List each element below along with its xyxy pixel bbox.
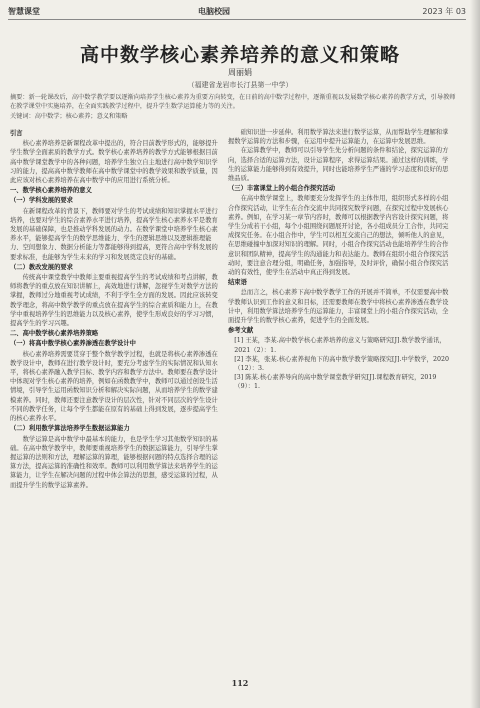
article-title: 高中数学核心素养培养的意义和策略 [79,44,400,66]
reference-item: [2] 李某，张某.核心素养视角下的高中数学教学策略探究[J].中学数学，2020（12）：3. [234,355,449,373]
abstract: 摘要：新一轮课改后，高中数学教学要以逐渐向培养学生核心素养为重要方向转变，在日前的高中数学过程中，逐渐重视以发展数学核心素养的教学方式，引导教师在教学课堂中实施培养，在全面实践教学过程中，提升学生数学运算能力等的关注。 [10,94,456,110]
section-heading: （二）教改发展的要求 [10,263,73,271]
body-paragraph: 总而言之，核心素养下高中数学教学工作的开展并不简单，不仅需要高中数学教师认识到工作的意义和目标，还需要教师在教学中将核心素养渗透在教学设计中，利用数学算法培养学生的运算能力，丰富课堂上的小组合作探究活动，全面提升学生的数学核心素养，促进学生的全面发展。 [228,289,449,325]
body-paragraph: 在高中数学课堂上，教师要充分发挥学生的主体作用，组织形式多样的小组合作探究活动，让学生在合作交流中共同探究数学问题，在探究过程中发展核心素养。例如，在学习某一章节内容时，教师可以根据教学内容设计探究问题，将学生分成若干小组，每个小组围绕问题展开讨论，各小组成员分工合作，共同完成探究任务。在小组合作中，学生可以相互交流自己的想法，倾听他人的意见，在思维碰撞中加深对知识的理解。同时，小组合作探究活动也能培养学生的合作意识和团队精神，提高学生的沟通能力和表达能力。教师在组织小组合作探究活动时，要注意合理分组，明确任务，加强指导，及时评价，确保小组合作探究活动的有效性，使学生在活动中真正得到发展。 [228,195,449,277]
author-affiliation: （福建省龙岩市长汀县第一中学） [187,81,293,89]
section-heading: 二、高中数学核心素养培养策略 [10,330,99,338]
body-paragraph: 数学运算是高中数学中最基本的能力，也是学生学习其他数学知识的基础。在高中数学教学中，教师要重视培养学生的数据运算能力，引导学生掌握运算的法则和方法，理解运算的算理，能够根据问题的特点选择合理的运算方法，提高运算的准确性和效率。教师可以利用数学算法来培养学生的运算能力，让学生在解决问题的过程中体会算法的思想，感受运算的过程，从而提升学生的数学运算素养。 [10,435,218,489]
left-column [10,128,218,490]
reference-item: [1] 王某，李某.高中数学核心素养培养的意义与策略研究[J].数学教学通讯，2021（2）：1. [234,337,446,354]
section-label: 智慧课堂 [8,7,40,16]
body-paragraph: 础知识进一步延伸。利用数学算法来进行数学运算，从而帮助学生理解和掌握数学运算的方法和步骤，在运用中提升运算能力，在运算中发展思维。 [228,129,449,146]
body-paragraph: 核心素养培养是新课程改革中提出的，符合目前教学形式的，能够提升学生数学全面素质的教学方式。数学核心素养培养的教学方式能够根据目前高中数学课堂教学中的各种问题，培养学生独立自主地进行高中数学知识学习的能力，提高高中数学教师在高中数学课堂中的教学效果和教学质量，因此应该对核心素养培养在高中数学中的应用进行系统分析。 [10,140,218,185]
body-paragraph: 在新课程改革的背景下，教师要对学生的考试成绩和知识掌握水平进行培养，也要对学生的综合素养水平进行培养，提高学生核心素养水平是教育发展的基础保障，也是推动学科发展的动力。在数学课堂中培养学生核心素养水平，能够提高学生的数学思维能力、学生的逻辑思维以及逻辑推理能力、空间想象力、数据分析能力等都能够得到提高，更符合高中学科发展的要求标准，也能够为学生未来的学习和发展奠定良好的基础。 [10,207,218,261]
section-heading: （一）将高中数学核心素养渗透在教学设计中 [10,340,136,348]
section-heading: （一）学科发展的要求 [10,197,73,205]
header-rule [8,19,466,20]
keywords: 关键词：高中数学；核心素养；意义和策略 [10,113,128,120]
body-paragraph: 传统高中课堂教学中教师主要重视提高学生的考试成绩和考点讲解，教师将教学的重点放在知识讲解上，高效地进行讲解，忽视学生对数学方法的掌握，教师过分地重视考试成绩，不利于学生全方面的发展。因此应该转变教学理念，将高中数学教学的重点放在提高学生的综合素质和能力上，在教学中重视培养学生的思维能力以及核心素养，使学生形成良好的学习习惯，提高学生的学习兴趣。 [10,274,218,328]
section-heading: （三）丰富课堂上的小组合作探究活动 [228,185,336,193]
section-heading: 结束语 [228,279,247,287]
reference-item: [3] 陈某.核心素养导向的高中数学课堂教学研究[J].课程教育研究，2019（9）：1. [234,374,437,391]
section-heading: （二）利用数学算法培养学生数据运算能力 [10,425,130,433]
section-heading: 引言 [10,130,23,137]
page-binding-shadow [470,0,480,708]
running-header [8,6,466,20]
issue-date: 2023 年 03 [422,7,466,16]
section-heading: 参考文献 [228,327,254,335]
section-heading: 一、数学核心素养培养的意义 [10,187,92,195]
journal-name: 电脑校园 [198,7,230,16]
author-name: 周丽娟 [228,68,252,77]
body-paragraph: 核心素养培养需要贯穿于整个数学教学过程，也就是将核心素养渗透在教学设计中，教师在进行教学设计时，要充分考虑学生的实际情况和认知水平，将核心素养融入教学目标、教学内容和教学方法中。教师要在教学设计中体现对学生核心素养的培养，例如在函数教学中，教师可以通过创设生活情境，引导学生运用函数知识分析和解决实际问题，从而培养学生的数学建模素养。同时，教师还要注意教学设计的层次性，针对不同层次的学生设计不同的教学任务，让每个学生都能在原有的基础上得到发展，逐步提高学生的核心素养水平。 [10,350,218,423]
page-number: 112 [231,678,249,688]
body-paragraph: 在运算教学中，教师可以引导学生先分析问题的条件和结论，探究运算的方向，选择合适的运算方法，设计运算程序，求得运算结果。通过这样的训练，学生的运算能力能够得到有效提升，同时也能培养学生严谨的学习态度和良好的思维品质。 [228,147,449,183]
right-column [228,128,452,392]
